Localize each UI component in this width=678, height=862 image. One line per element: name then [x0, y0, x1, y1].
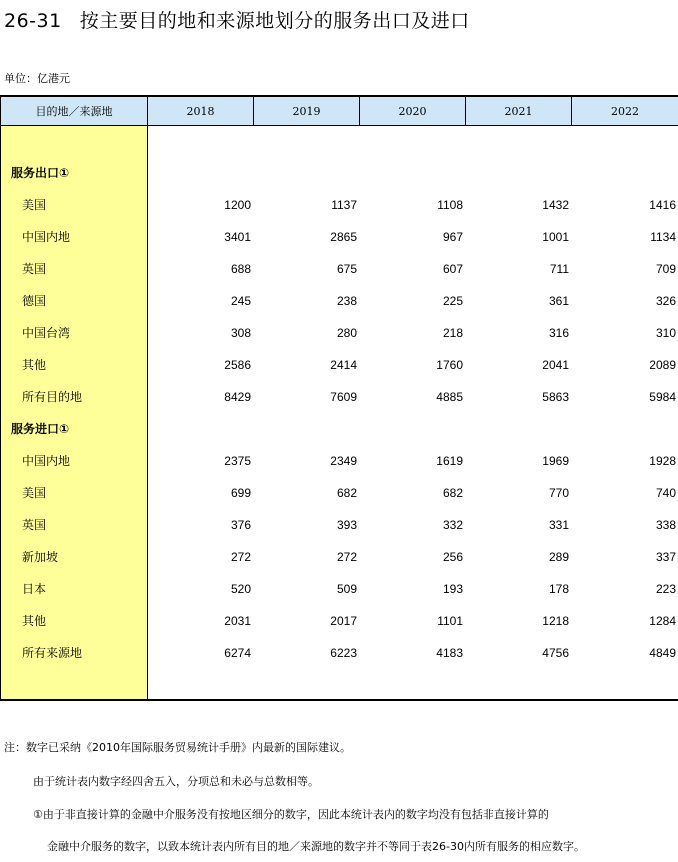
- table-row: [0, 221, 678, 253]
- cell-value: 225: [442, 294, 463, 308]
- cell-value: 1416: [649, 198, 676, 212]
- cell-value: 4885: [436, 390, 463, 404]
- table-row: [0, 349, 678, 381]
- section-row: [0, 157, 678, 189]
- cell-value: 520: [230, 582, 251, 596]
- table-row: [0, 189, 678, 221]
- cell-value: 1969: [542, 454, 569, 468]
- cell-value: 5863: [542, 390, 569, 404]
- cell-value: 1137: [331, 198, 357, 212]
- table-top-rule: [0, 95, 678, 97]
- cell-value: 675: [336, 262, 357, 276]
- cell-value: 272: [230, 550, 251, 564]
- row-label: 新加坡: [22, 550, 59, 564]
- table-row: [0, 381, 678, 413]
- section-row: [0, 413, 678, 445]
- cell-value: [576, 157, 676, 189]
- cell-value: [151, 413, 251, 445]
- cell-value: 332: [442, 518, 463, 532]
- cell-value: 4849: [649, 646, 676, 660]
- row-label: 中国内地: [22, 454, 71, 468]
- cell-value: 361: [548, 294, 569, 308]
- cell-value: 509: [336, 582, 357, 596]
- cell-value: 1619: [436, 454, 463, 468]
- cell-value: 331: [548, 518, 569, 532]
- table-row: [0, 445, 678, 477]
- table-row: [0, 541, 678, 573]
- cell-value: 193: [442, 582, 463, 596]
- table-row: [0, 285, 678, 317]
- table-row: [0, 605, 678, 637]
- row-label: 中国内地: [22, 230, 71, 244]
- cell-value: 256: [442, 550, 463, 564]
- row-label: 德国: [22, 294, 47, 308]
- cell-value: 1760: [436, 358, 463, 372]
- row-label: 美国: [22, 198, 47, 212]
- cell-value: 2349: [330, 454, 357, 468]
- cell-value: 310: [655, 326, 676, 340]
- footnote-line: 金融中介服务的数字，以致本统计表内所有目的地／来源地的数字并不等同于表26-30内所有服务的相应数字。: [47, 840, 585, 853]
- cell-value: 5984: [649, 390, 676, 404]
- row-label: 美国: [22, 486, 47, 500]
- cell-value: 272: [336, 550, 357, 564]
- cell-value: 376: [230, 518, 251, 532]
- cell-value: 1432: [542, 198, 569, 212]
- header-year-3: 2020: [360, 97, 465, 125]
- row-label: 所有来源地: [22, 646, 83, 660]
- cell-value: 1928: [649, 454, 676, 468]
- cell-value: 1101: [437, 614, 463, 628]
- cell-value: 178: [548, 582, 569, 596]
- cell-value: 7609: [330, 390, 357, 404]
- footnote-line: 由于统计表内数字经四舍五入，分项总和未必与总数相等。: [33, 775, 319, 788]
- cell-value: [257, 157, 357, 189]
- cell-value: [363, 157, 463, 189]
- cell-value: [151, 157, 251, 189]
- cell-value: 2017: [330, 614, 357, 628]
- footnote-line: 注：数字已采纳《2010年国际服务贸易统计手册》内最新的国际建议。: [4, 741, 351, 754]
- cell-value: 6223: [330, 646, 357, 660]
- header-year-4: 2021: [466, 97, 571, 125]
- cell-value: 245: [230, 294, 251, 308]
- cell-value: 2414: [330, 358, 357, 372]
- cell-value: 2375: [224, 454, 251, 468]
- row-label: 其他: [22, 358, 47, 372]
- cell-value: 688: [230, 262, 251, 276]
- footnote-line: ①由于非直接计算的金融中介服务没有按地区细分的数字，因此本统计表内的数字均没有包括非直接计算的: [33, 808, 549, 821]
- row-label: 其他: [22, 614, 47, 628]
- row-label: 日本: [22, 582, 47, 596]
- cell-value: [469, 413, 569, 445]
- cell-value: [363, 413, 463, 445]
- header-bottom-rule: [0, 125, 678, 126]
- table-row: [0, 477, 678, 509]
- table-row: [0, 573, 678, 605]
- cell-value: 218: [442, 326, 463, 340]
- header-year-5: 2022: [572, 97, 678, 125]
- cell-value: 1284: [649, 614, 676, 628]
- cell-value: 308: [230, 326, 251, 340]
- table-number: 26-31: [4, 10, 62, 32]
- cell-value: 238: [336, 294, 357, 308]
- cell-value: 3401: [224, 230, 251, 244]
- cell-value: [469, 157, 569, 189]
- cell-value: 740: [655, 486, 676, 500]
- cell-value: 6274: [224, 646, 251, 660]
- header-destination-source: 目的地／来源地: [1, 97, 147, 125]
- cell-value: 770: [548, 486, 569, 500]
- table-row: [0, 637, 678, 669]
- section-label: 服务进口①: [11, 422, 70, 436]
- section-label: 服务出口①: [11, 166, 70, 180]
- cell-value: 1200: [224, 198, 251, 212]
- cell-value: 4756: [542, 646, 569, 660]
- data-table: [0, 95, 678, 701]
- cell-value: 709: [655, 262, 676, 276]
- cell-value: 393: [336, 518, 357, 532]
- cell-value: 338: [655, 518, 676, 532]
- row-label: 英国: [22, 262, 47, 276]
- table-bottom-rule: [0, 699, 678, 701]
- cell-value: 1001: [542, 230, 569, 244]
- cell-value: 1108: [437, 198, 463, 212]
- table-row: [0, 509, 678, 541]
- cell-value: [576, 413, 676, 445]
- table-title: 按主要目的地和来源地划分的服务出口及进口: [79, 10, 470, 32]
- cell-value: 1134: [650, 230, 676, 244]
- cell-value: 223: [655, 582, 676, 596]
- table-row: [0, 317, 678, 349]
- row-label: 所有目的地: [22, 390, 83, 404]
- table-row: [0, 253, 678, 285]
- cell-value: 682: [442, 486, 463, 500]
- cell-value: 607: [442, 262, 463, 276]
- cell-value: 1218: [542, 614, 569, 628]
- cell-value: 2041: [542, 358, 569, 372]
- cell-value: 289: [548, 550, 569, 564]
- cell-value: 2031: [224, 614, 251, 628]
- cell-value: 4183: [436, 646, 463, 660]
- page-title: [4, 6, 470, 33]
- cell-value: 280: [336, 326, 357, 340]
- cell-value: [257, 413, 357, 445]
- cell-value: 2865: [330, 230, 357, 244]
- row-label: 英国: [22, 518, 47, 532]
- cell-value: 316: [548, 326, 569, 340]
- cell-value: 337: [655, 550, 676, 564]
- cell-value: 2089: [649, 358, 676, 372]
- cell-value: 682: [336, 486, 357, 500]
- row-label: 中国台湾: [22, 326, 71, 340]
- header-year-1: 2018: [148, 97, 253, 125]
- cell-value: 8429: [224, 390, 251, 404]
- cell-value: 711: [549, 262, 569, 276]
- cell-value: 967: [442, 230, 463, 244]
- cell-value: 699: [230, 486, 251, 500]
- cell-value: 2586: [224, 358, 251, 372]
- unit-label: 单位：亿港元: [4, 72, 70, 85]
- header-year-2: 2019: [254, 97, 359, 125]
- cell-value: 326: [655, 294, 676, 308]
